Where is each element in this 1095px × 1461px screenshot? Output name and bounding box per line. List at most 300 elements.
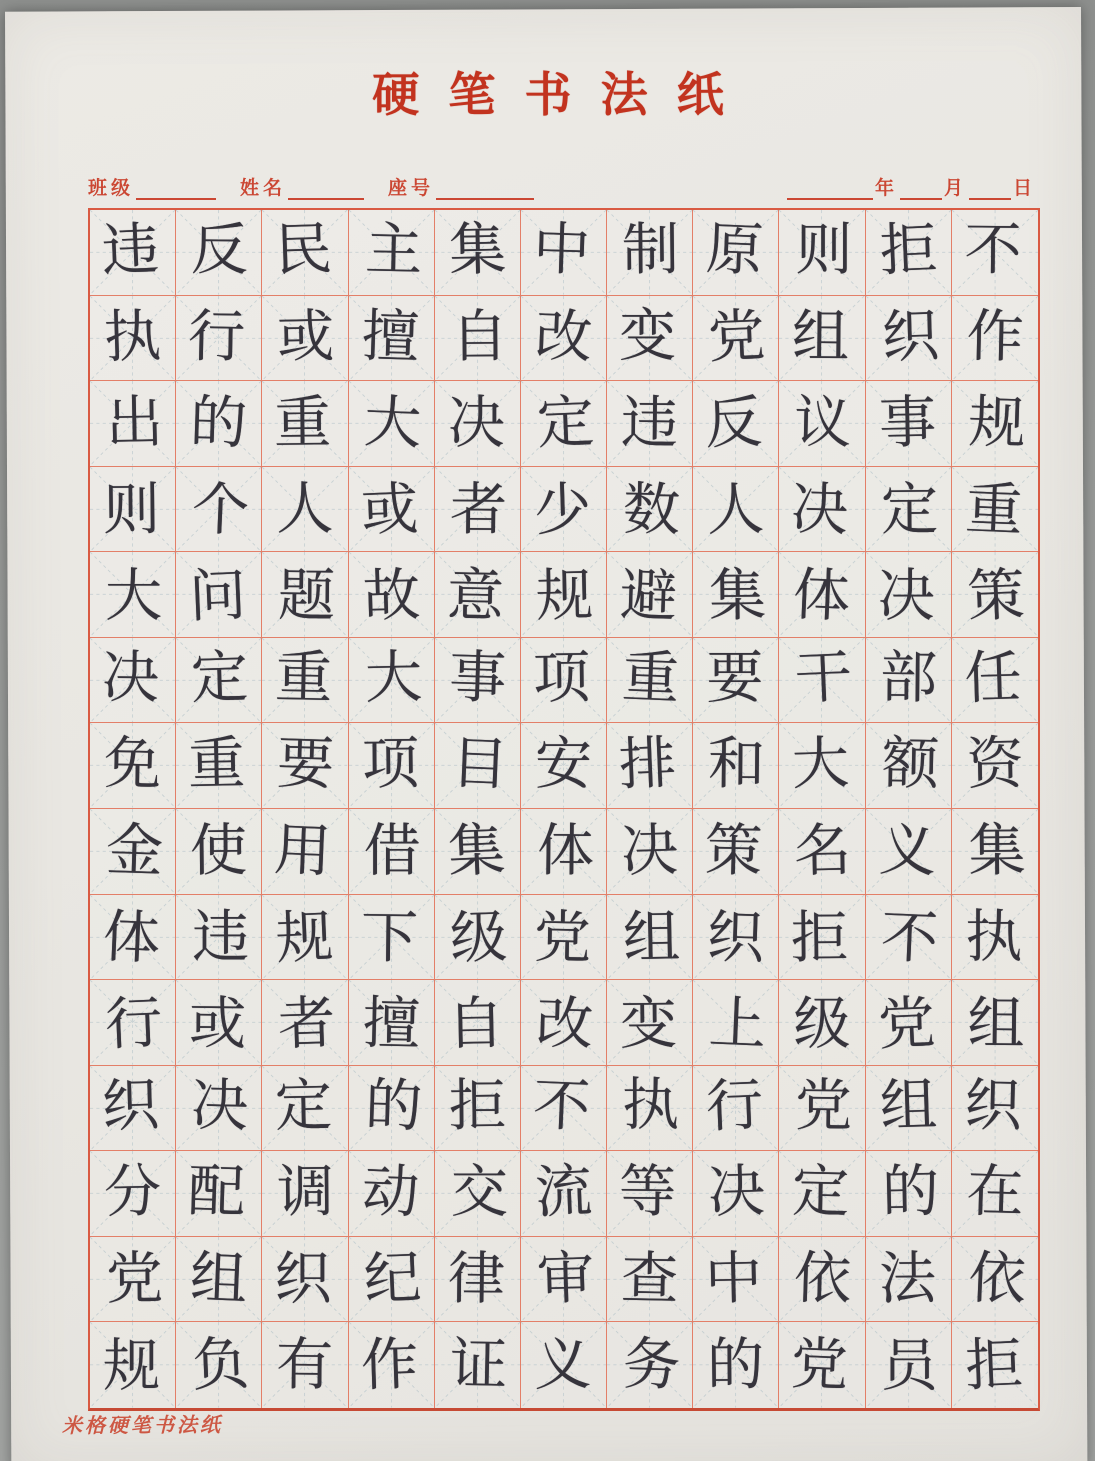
grid-cell [693,980,779,1066]
grid-cell [607,552,693,638]
grid-cell [176,467,262,553]
grid-cell [176,1322,262,1408]
handwritten-character: 制 [621,216,680,284]
handwritten-character: 和 [708,730,766,798]
handwritten-character: 个 [190,475,251,544]
handwritten-character: 变 [619,990,678,1058]
handwritten-character: 大 [791,730,851,799]
grid-cell [262,1237,348,1323]
handwritten-character: 定 [274,1071,334,1140]
handwritten-character: 纪 [362,1244,422,1313]
month-blank-line [900,176,942,200]
grid-cell [779,895,865,981]
handwritten-character: 分 [103,1158,162,1226]
grid-cell [779,210,865,296]
grid-cell [176,552,262,638]
handwritten-character: 依 [793,1244,853,1313]
handwritten-character: 要 [706,644,764,711]
grid-cell [866,1237,952,1323]
handwritten-character: 大 [362,388,423,458]
grid-cell [349,1237,435,1323]
handwritten-character: 重 [274,644,334,712]
grid-cell [90,296,176,382]
handwritten-character: 反 [190,216,249,284]
grid-cell [262,552,348,638]
handwritten-character: 体 [536,817,595,885]
grid-cell [521,723,607,809]
handwritten-character: 改 [533,302,594,371]
handwritten-character: 决 [707,1158,767,1226]
handwritten-character: 名 [793,817,853,885]
handwritten-character: 违 [192,904,250,971]
grid-cell [435,638,521,724]
grid-cell [262,723,348,809]
handwritten-character: 排 [617,730,678,799]
year-blank-line [787,176,873,200]
grid-cell [693,638,779,724]
grid-cell [866,210,952,296]
handwritten-character: 集 [446,816,507,885]
handwritten-character: 行 [704,1071,765,1140]
handwritten-character: 党 [876,989,937,1059]
grid-cell [866,296,952,382]
handwritten-character: 执 [622,1072,680,1139]
grid-cell [349,1322,435,1408]
grid-cell [693,467,779,553]
handwritten-character: 者 [277,989,337,1058]
handwritten-character: 织 [274,1245,332,1312]
grid-cell [521,1066,607,1152]
handwritten-character: 行 [187,302,246,370]
grid-cell [952,552,1038,638]
handwritten-character: 织 [963,1071,1023,1140]
grid-cell [607,1151,693,1237]
handwritten-character: 党 [790,1331,850,1400]
grid-cell [90,1151,176,1237]
handwritten-character: 事 [447,643,507,712]
handwritten-character: 义 [877,816,937,885]
practice-grid [88,208,1040,1411]
grid-cell [349,296,435,382]
grid-cell [607,381,693,467]
grid-cell [349,1151,435,1237]
handwritten-character: 的 [707,1332,765,1399]
grid-cell [952,1151,1038,1237]
grid-cell [90,1237,176,1323]
handwritten-character: 资 [965,730,1025,798]
handwritten-character: 出 [105,389,164,457]
handwritten-character: 证 [449,1332,508,1400]
handwritten-character: 决 [877,563,935,630]
day-blank-line [969,176,1011,200]
grid-cell [779,1322,865,1408]
grid-cell [349,723,435,809]
grid-cell [176,980,262,1066]
handwritten-character: 者 [449,476,508,543]
grid-cell [521,1322,607,1408]
month-label: 月 [943,177,967,199]
handwritten-character: 大 [363,643,423,712]
handwritten-character: 大 [105,563,163,630]
grid-cell [779,638,865,724]
handwritten-character: 规 [275,903,335,972]
grid-cell [262,1151,348,1237]
handwritten-character: 违 [620,389,679,457]
handwritten-character: 决 [190,1071,250,1140]
grid-cell [176,381,262,467]
handwritten-character: 擅 [361,990,421,1058]
handwritten-character: 避 [619,562,679,630]
grid-cell [262,980,348,1066]
handwritten-character: 目 [449,730,510,799]
grid-cell [435,552,521,638]
grid-cell [607,210,693,296]
grid-cell [866,1322,952,1408]
handwritten-character: 组 [622,903,681,971]
handwritten-character: 交 [450,1159,508,1226]
grid-cell [262,210,348,296]
grid-cell [521,895,607,981]
handwritten-character: 在 [965,1158,1025,1226]
handwritten-character: 自 [450,303,509,370]
grid-cell [866,381,952,467]
handwritten-character: 则 [102,476,161,543]
handwritten-character: 定 [791,1158,851,1226]
seat-label: 座号 [388,177,435,199]
handwritten-character: 人 [276,476,334,543]
grid-cell [607,980,693,1066]
grid-cell [349,381,435,467]
handwritten-character: 借 [363,817,421,884]
year-label: 年 [874,177,898,199]
handwritten-character: 或 [276,302,336,370]
handwritten-character: 织 [100,1071,161,1140]
handwritten-character: 组 [967,990,1025,1058]
grid-cell [435,723,521,809]
grid-cell [349,638,435,724]
handwritten-character: 依 [967,1244,1027,1313]
grid-cell [521,809,607,895]
handwritten-character: 中 [704,1245,764,1313]
handwritten-character: 查 [620,1245,679,1313]
grid-cell [779,552,865,638]
handwritten-character: 党 [105,1245,164,1312]
handwritten-character: 干 [794,643,854,712]
grid-cell [521,296,607,382]
handwritten-character: 拒 [791,904,849,971]
grid-cell [435,381,521,467]
handwritten-character: 员 [880,1332,938,1399]
handwritten-character: 有 [276,1332,334,1399]
grid-cell [176,210,262,296]
grid-cell [176,809,262,895]
handwritten-character: 组 [792,303,850,370]
handwritten-character: 题 [278,562,336,630]
handwritten-character: 党 [533,903,592,971]
handwritten-character: 定 [190,643,250,712]
handwritten-character: 拒 [878,215,938,284]
page-title: 硬笔书法纸 [372,68,753,123]
grid-cell [435,467,521,553]
handwritten-character: 负 [190,1331,251,1400]
grid-cell [90,895,176,981]
grid-cell [952,1322,1038,1408]
handwritten-character: 不 [879,903,940,972]
handwritten-character: 任 [963,643,1023,712]
grid-cell [435,1322,521,1408]
grid-cell [952,895,1038,981]
handwritten-character: 要 [276,730,336,799]
handwritten-character: 人 [706,475,766,544]
grid-cell [90,980,176,1066]
handwritten-character: 务 [622,1331,682,1400]
grid-cell [435,1151,521,1237]
grid-cell [262,296,348,382]
grid-cell [349,980,435,1066]
grid-cell [349,552,435,638]
grid-cell [952,1066,1038,1152]
grid-cell [607,1066,693,1152]
grid-cell [866,980,952,1066]
grid-cell [262,895,348,981]
handwritten-character: 上 [707,989,768,1059]
handwritten-character: 配 [187,1158,247,1226]
grid-cell [952,296,1038,382]
grid-cell [521,1151,607,1237]
handwritten-character: 意 [446,562,505,630]
grid-cell [435,1066,521,1152]
handwritten-character: 定 [535,388,596,458]
handwritten-character: 集 [709,562,767,630]
grid-cell [262,467,348,553]
grid-cell [779,296,865,382]
handwritten-character: 议 [793,389,853,457]
grid-cell [866,723,952,809]
grid-cell [952,723,1038,809]
grid-cell [866,895,952,981]
grid-cell [349,895,435,981]
handwritten-character: 额 [881,730,940,798]
grid-cell [176,1066,262,1152]
handwritten-character: 规 [103,1332,161,1399]
handwritten-character: 自 [446,990,505,1058]
grid-cell [435,210,521,296]
grid-cell [349,467,435,553]
grid-cell [607,467,693,553]
handwritten-character: 织 [706,903,766,972]
grid-cell [693,895,779,981]
grid-cell [866,638,952,724]
handwritten-character: 则 [795,216,853,283]
handwritten-character: 中 [532,215,592,284]
grid-cell [176,296,262,382]
grid-cell [693,1237,779,1323]
grid-cell [349,210,435,296]
grid-cell [952,638,1038,724]
grid-cell [176,1151,262,1237]
grid-cell [521,980,607,1066]
grid-cell [779,467,865,553]
grid-cell [693,381,779,467]
handwritten-character: 变 [619,303,677,370]
grid-cell [521,638,607,724]
handwritten-character: 改 [534,990,594,1058]
grid-cell [349,1066,435,1152]
grid-cell [693,210,779,296]
grid-cell [607,895,693,981]
grid-cell [435,980,521,1066]
grid-cell [262,809,348,895]
grid-cell [693,1066,779,1152]
grid-cell [90,552,176,638]
grid-cell [693,552,779,638]
handwritten-character: 体 [101,903,162,972]
grid-cell [607,638,693,724]
grid-cell [952,381,1038,467]
handwritten-character: 组 [188,1244,249,1313]
handwritten-character: 法 [878,1245,937,1312]
handwritten-character: 规 [535,562,594,630]
handwritten-character: 集 [968,817,1026,885]
handwritten-character: 级 [793,990,851,1057]
grid-cell [521,381,607,467]
grid-cell [262,1066,348,1152]
handwritten-character: 重 [964,475,1024,544]
handwritten-character: 主 [363,216,423,284]
handwritten-character: 组 [878,1071,938,1140]
info-header [88,166,1036,200]
grid-cell [90,1322,176,1408]
grid-cell [607,723,693,809]
handwritten-character: 不 [964,216,1022,284]
grid-cell [435,296,521,382]
grid-cell [90,638,176,724]
handwritten-character: 决 [101,644,160,711]
grid-cell [262,381,348,467]
grid-cell [176,1237,262,1323]
handwritten-character: 的 [881,1158,940,1226]
handwritten-character: 免 [103,730,162,798]
handwritten-character: 重 [274,389,332,457]
grid-cell [952,467,1038,553]
name-blank-line [288,176,364,200]
grid-cell [435,895,521,981]
handwritten-character: 决 [447,389,505,456]
grid-cell [607,296,693,382]
handwritten-character: 律 [447,1245,506,1312]
handwritten-character: 定 [880,476,939,543]
grid-cell [521,467,607,553]
handwritten-character: 决 [790,475,850,544]
handwritten-character: 民 [274,215,334,284]
grid-cell [176,638,262,724]
grid-cell [779,809,865,895]
handwritten-character: 行 [103,989,164,1059]
handwritten-character: 数 [622,475,681,544]
grid-cell [779,1151,865,1237]
handwritten-character: 故 [361,562,421,630]
handwritten-character: 体 [792,561,852,631]
handwritten-character: 等 [618,1158,677,1226]
handwritten-character: 重 [620,643,681,712]
grid-cell [779,723,865,809]
handwritten-character: 决 [620,816,680,885]
handwritten-character: 规 [967,389,1027,457]
handwritten-character: 织 [880,302,940,371]
handwritten-character: 动 [360,1157,421,1227]
handwritten-character: 作 [965,302,1025,370]
grid-cell [693,296,779,382]
handwritten-character: 策 [966,561,1026,631]
grid-cell [607,809,693,895]
handwritten-character: 执 [965,904,1023,971]
handwritten-character: 或 [188,990,247,1058]
handwritten-character: 不 [531,1071,592,1140]
handwritten-character: 或 [359,475,420,544]
grid-cell [90,809,176,895]
grid-cell [176,723,262,809]
handwritten-character: 项 [532,644,591,711]
handwritten-character: 擅 [360,302,420,371]
grid-cell [435,1237,521,1323]
grid-cell [262,1322,348,1408]
grid-cell [435,809,521,895]
class-label: 班级 [88,177,135,199]
grid-cell [866,1151,952,1237]
grid-cell [607,1237,693,1323]
handwritten-character: 流 [533,1157,594,1227]
grid-cell [349,809,435,895]
handwritten-character: 事 [878,389,937,457]
handwritten-character: 重 [187,730,246,798]
grid-cell [693,809,779,895]
handwritten-character: 少 [532,475,593,544]
handwritten-character: 项 [361,730,419,798]
handwritten-character: 策 [704,817,764,885]
handwritten-character: 拒 [448,1072,507,1139]
handwritten-character: 用 [273,816,333,885]
grid-cell [90,210,176,296]
grid-cell [952,809,1038,895]
grid-cell [607,1322,693,1408]
grid-cell [90,381,176,467]
handwritten-character: 审 [535,1244,595,1313]
handwritten-character: 安 [534,731,592,798]
grid-cell [262,638,348,724]
grid-cell [866,1066,952,1152]
grid-cell [952,1237,1038,1323]
grid-cell [866,552,952,638]
grid-cell [779,381,865,467]
handwritten-character: 党 [795,1072,853,1139]
grid-cell [90,1066,176,1152]
grid-cell [866,809,952,895]
handwritten-character: 部 [879,644,938,711]
handwritten-character: 党 [706,302,767,371]
grid-cell [866,467,952,553]
grid-cell [952,210,1038,296]
grid-cell [521,552,607,638]
grid-cell [90,723,176,809]
handwritten-character: 拒 [964,1331,1024,1400]
day-label: 日 [1012,177,1036,199]
footer-note: 米格硬笔书法纸 [61,1412,224,1438]
handwritten-character: 反 [704,389,764,457]
handwritten-character: 集 [448,216,507,284]
grid-cell [952,980,1038,1066]
grid-cell [521,210,607,296]
class-blank-line [136,176,216,200]
